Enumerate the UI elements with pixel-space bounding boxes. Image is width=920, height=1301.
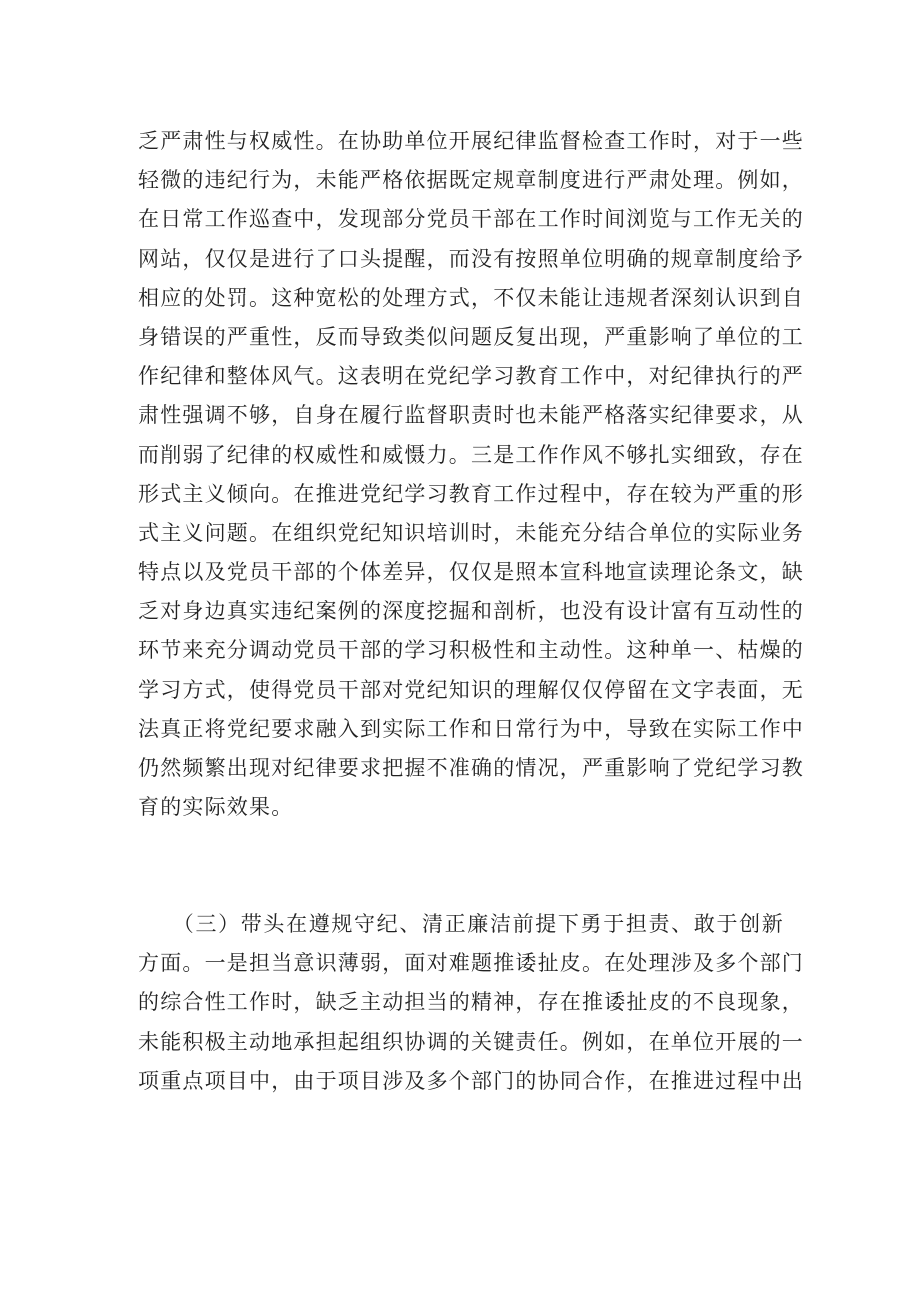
text-line: 项重点项目中，由于项目涉及多个部门的协同合作，在推进过程中出 — [138, 1068, 804, 1093]
text-line: 仍然频繁出现对纪律要求把握不准确的情况，严重影响了党纪学习教 — [138, 756, 804, 780]
text-line: 育的实际效果。 — [138, 795, 294, 820]
text-line: 的综合性工作时，缺乏主动担当的精神，存在推诿扯皮的不良现象， — [138, 990, 804, 1015]
text-line: 轻微的违纪行为，未能严格依据既定规章制度进行严肃处理。例如， — [138, 168, 804, 193]
text-line: 网站，仅仅是进行了口头提醒，而没有按照单位明确的规章制度给予 — [138, 246, 804, 271]
text-line: 学习方式，使得党员干部对党纪知识的理解仅仅停留在文字表面，无 — [138, 677, 804, 702]
text-line: 在日常工作巡查中，发现部分党员干部在工作时间浏览与工作无关的 — [138, 207, 804, 232]
text-line: 形式主义倾向。在推进党纪学习教育工作过程中，存在较为严重的形 — [138, 481, 804, 506]
paragraph-discipline-issues — [138, 122, 804, 827]
text-line: 作纪律和整体风气。这表明在党纪学习教育工作中，对纪律执行的严 — [138, 364, 804, 389]
text-line: 未能积极主动地承担起组织协调的关键责任。例如，在单位开展的一 — [138, 1029, 804, 1054]
text-line: 法真正将党纪要求融入到实际工作和日常行为中，导致在实际工作中 — [138, 716, 804, 741]
text-line: 方面。一是担当意识薄弱，面对难题推诿扯皮。在处理涉及多个部门 — [138, 951, 804, 976]
text-line: 式主义问题。在组织党纪知识培训时，未能充分结合单位的实际业务 — [138, 520, 804, 545]
text-line: 特点以及党员干部的个体差异，仅仅是照本宣科地宣读理论条文，缺 — [138, 560, 804, 585]
text-line: 而削弱了纪律的权威性和威慑力。三是工作作风不够扎实细致，存在 — [138, 442, 804, 467]
text-line: （三）带头在遵规守纪、清正廉洁前提下勇于担责、敢于创新 — [138, 912, 784, 936]
text-line: 身错误的严重性，反而导致类似问题反复出现，严重影响了单位的工 — [138, 324, 804, 349]
text-line: 乏严肃性与权威性。在协助单位开展纪律监督检查工作时，对于一些 — [138, 129, 804, 153]
paragraph-section-three — [138, 905, 804, 1101]
text-line: 环节来充分调动党员干部的学习积极性和主动性。这种单一、枯燥的 — [138, 638, 804, 663]
text-line: 乏对身边真实违纪案例的深度挖掘和剖析，也没有设计富有互动性的 — [138, 599, 804, 624]
text-line: 相应的处罚。这种宽松的处理方式，不仅未能让违规者深刻认识到自 — [138, 285, 804, 310]
text-line: 肃性强调不够，自身在履行监督职责时也未能严格落实纪律要求，从 — [138, 403, 804, 428]
